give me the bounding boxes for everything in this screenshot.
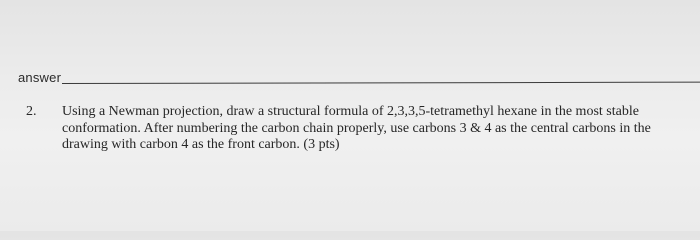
answer-label: answer bbox=[18, 70, 62, 85]
answer-row bbox=[18, 70, 700, 88]
question-text: Using a Newman projection, draw a structural formula of 2,3,3,5-tetramethyl hexane in the most stable conformation. After numbering the carbon chain properly, use carbons 3 & 4 as the central carbons in the drawing with carbon 4 as the front carbon. (3 pts) bbox=[62, 104, 651, 152]
question-number: 2. bbox=[26, 104, 37, 119]
answer-blank-line bbox=[62, 82, 700, 84]
